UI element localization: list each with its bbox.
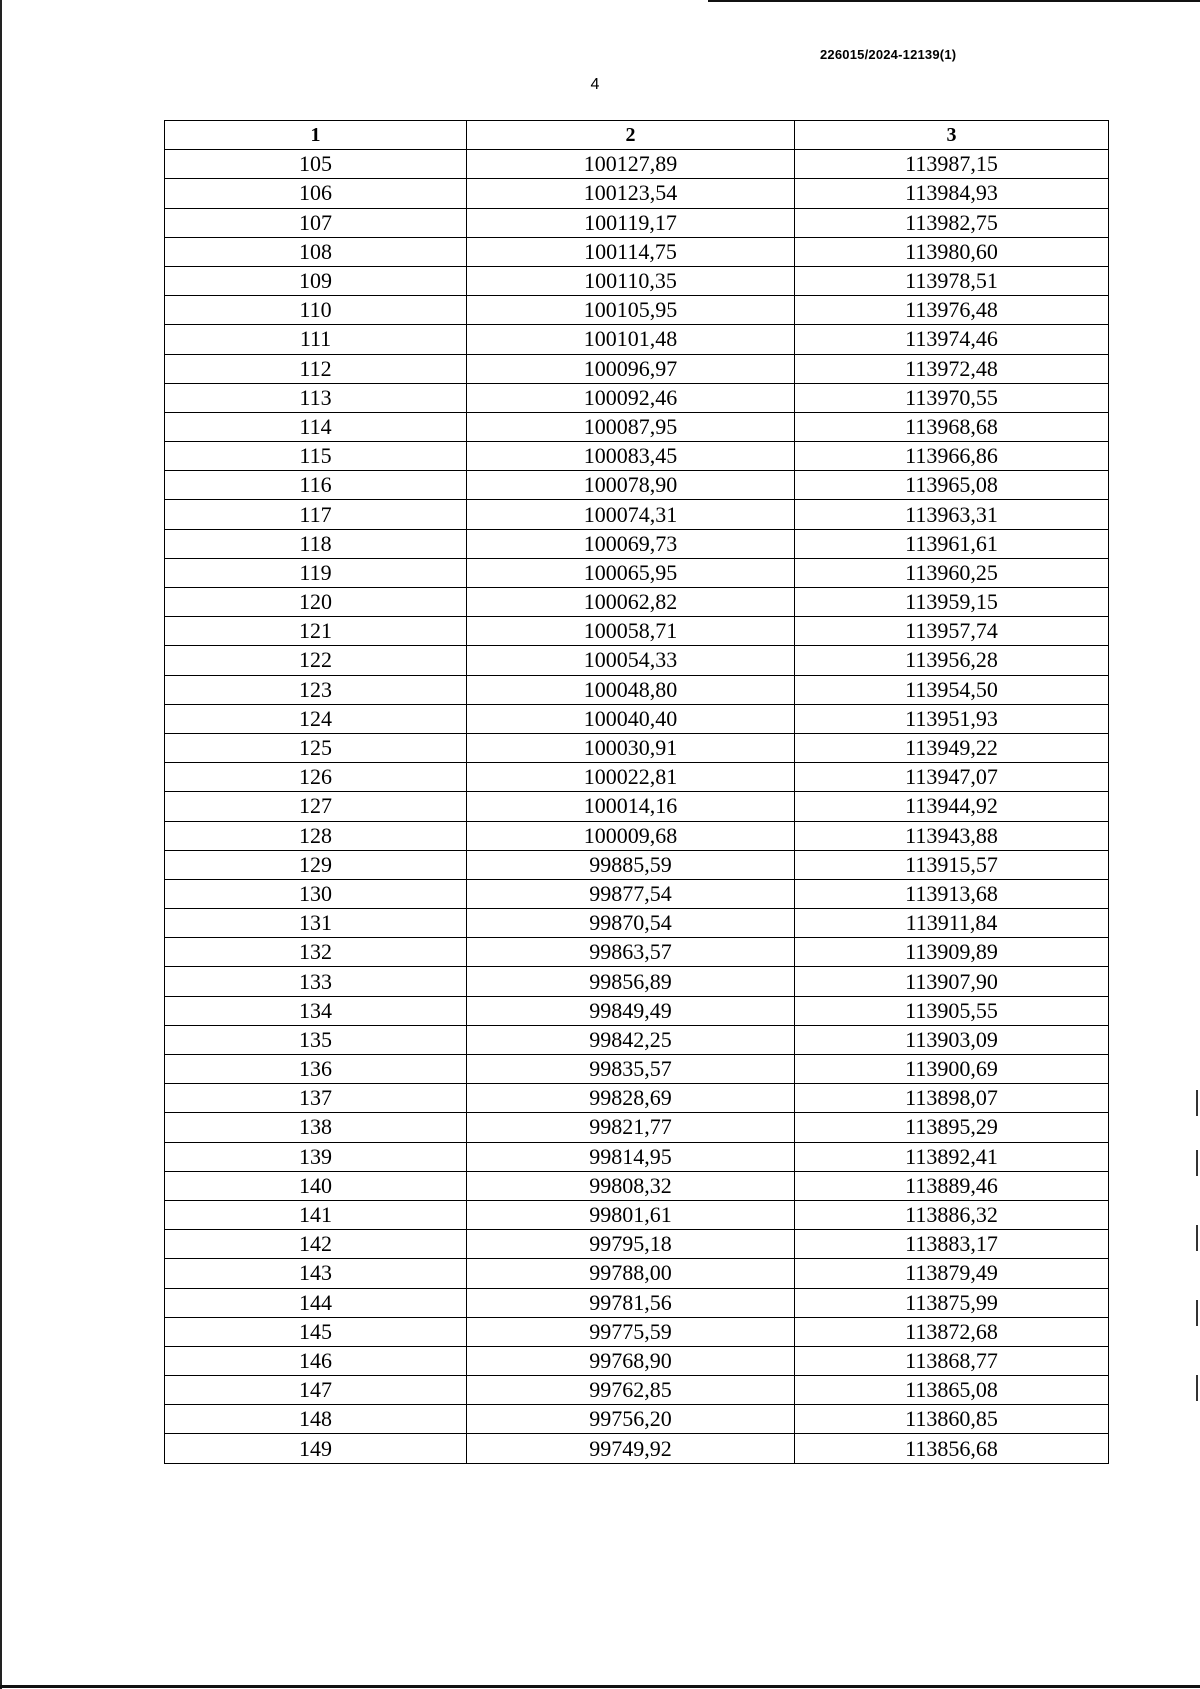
coordinate-x-cell: 100058,71: [467, 617, 795, 646]
coordinate-x-cell: 99775,59: [467, 1317, 795, 1346]
table-row: [165, 821, 1109, 850]
coordinate-y-cell: 113898,07: [795, 1084, 1109, 1113]
table-row: [165, 646, 1109, 675]
coordinate-y-cell: 113889,46: [795, 1171, 1109, 1200]
point-number-cell: 108: [165, 237, 467, 266]
point-number-cell: 115: [165, 442, 467, 471]
point-number-cell: 117: [165, 500, 467, 529]
coordinate-x-cell: 99877,54: [467, 879, 795, 908]
point-number-cell: 136: [165, 1055, 467, 1084]
point-number-cell: 130: [165, 879, 467, 908]
table-row: [165, 1346, 1109, 1375]
table-row: [165, 1084, 1109, 1113]
coordinate-y-cell: 113905,55: [795, 996, 1109, 1025]
point-number-cell: 129: [165, 850, 467, 879]
point-number-cell: 131: [165, 909, 467, 938]
point-number-cell: 109: [165, 266, 467, 295]
scan-edge-mark: [1196, 1225, 1198, 1251]
table-row: [165, 558, 1109, 587]
coordinate-y-cell: 113903,09: [795, 1025, 1109, 1054]
point-number-cell: 147: [165, 1376, 467, 1405]
table-row: [165, 675, 1109, 704]
coordinate-y-cell: 113900,69: [795, 1055, 1109, 1084]
point-number-cell: 105: [165, 150, 467, 179]
column-header: 3: [795, 121, 1109, 150]
coordinate-x-cell: 99801,61: [467, 1200, 795, 1229]
table-body: [165, 150, 1109, 1463]
table-row: [165, 967, 1109, 996]
table-row: [165, 529, 1109, 558]
coordinate-x-cell: 99828,69: [467, 1084, 795, 1113]
coordinate-y-cell: 113879,49: [795, 1259, 1109, 1288]
coordinate-x-cell: 99856,89: [467, 967, 795, 996]
scan-edge-mark: [1196, 1300, 1198, 1326]
table-row: [165, 588, 1109, 617]
table-row: [165, 850, 1109, 879]
coordinate-y-cell: 113959,15: [795, 588, 1109, 617]
coordinate-x-cell: 100040,40: [467, 704, 795, 733]
point-number-cell: 139: [165, 1142, 467, 1171]
point-number-cell: 106: [165, 179, 467, 208]
coordinate-y-cell: 113865,08: [795, 1376, 1109, 1405]
table-row: [165, 1259, 1109, 1288]
coordinate-y-cell: 113972,48: [795, 354, 1109, 383]
coordinate-y-cell: 113947,07: [795, 763, 1109, 792]
coordinate-x-cell: 99842,25: [467, 1025, 795, 1054]
coordinate-y-cell: 113982,75: [795, 208, 1109, 237]
table-row: [165, 325, 1109, 354]
point-number-cell: 112: [165, 354, 467, 383]
table-row: [165, 704, 1109, 733]
coordinate-x-cell: 100096,97: [467, 354, 795, 383]
table-row: [165, 733, 1109, 762]
table-row: [165, 1142, 1109, 1171]
coordinate-x-cell: 100074,31: [467, 500, 795, 529]
point-number-cell: 116: [165, 471, 467, 500]
coordinate-y-cell: 113984,93: [795, 179, 1109, 208]
point-number-cell: 118: [165, 529, 467, 558]
coordinate-x-cell: 99863,57: [467, 938, 795, 967]
table-row: [165, 1171, 1109, 1200]
coordinate-x-cell: 100105,95: [467, 296, 795, 325]
scan-edge-mark: [1196, 1150, 1198, 1176]
point-number-cell: 134: [165, 996, 467, 1025]
table-row: [165, 879, 1109, 908]
coordinate-x-cell: 100114,75: [467, 237, 795, 266]
table-row: [165, 471, 1109, 500]
coordinate-x-cell: 99821,77: [467, 1113, 795, 1142]
scan-edge-mark: [1196, 1375, 1198, 1401]
table-row: [165, 442, 1109, 471]
table-row: [165, 296, 1109, 325]
point-number-cell: 121: [165, 617, 467, 646]
table-row: [165, 763, 1109, 792]
coordinate-y-cell: 113957,74: [795, 617, 1109, 646]
coordinate-y-cell: 113951,93: [795, 704, 1109, 733]
coordinate-x-cell: 100062,82: [467, 588, 795, 617]
point-number-cell: 146: [165, 1346, 467, 1375]
coordinate-y-cell: 113960,25: [795, 558, 1109, 587]
coordinate-y-cell: 113978,51: [795, 266, 1109, 295]
coordinate-x-cell: 100087,95: [467, 412, 795, 441]
coordinate-y-cell: 113970,55: [795, 383, 1109, 412]
table-row: [165, 1200, 1109, 1229]
point-number-cell: 138: [165, 1113, 467, 1142]
coordinate-y-cell: 113968,68: [795, 412, 1109, 441]
coordinate-y-cell: 113944,92: [795, 792, 1109, 821]
coordinate-x-cell: 99814,95: [467, 1142, 795, 1171]
coordinate-x-cell: 100110,35: [467, 266, 795, 295]
coordinate-x-cell: 99749,92: [467, 1434, 795, 1463]
coordinate-y-cell: 113860,85: [795, 1405, 1109, 1434]
coordinate-y-cell: 113965,08: [795, 471, 1109, 500]
coordinate-y-cell: 113956,28: [795, 646, 1109, 675]
point-number-cell: 124: [165, 704, 467, 733]
point-number-cell: 141: [165, 1200, 467, 1229]
table-row: [165, 1055, 1109, 1084]
coordinate-x-cell: 100009,68: [467, 821, 795, 850]
table-row: [165, 150, 1109, 179]
point-number-cell: 113: [165, 383, 467, 412]
coordinate-x-cell: 99849,49: [467, 996, 795, 1025]
table-row: [165, 500, 1109, 529]
table-row: [165, 1434, 1109, 1463]
point-number-cell: 119: [165, 558, 467, 587]
point-number-cell: 132: [165, 938, 467, 967]
coordinate-y-cell: 113907,90: [795, 967, 1109, 996]
coordinate-y-cell: 113976,48: [795, 296, 1109, 325]
column-header: 1: [165, 121, 467, 150]
coordinate-y-cell: 113913,68: [795, 879, 1109, 908]
table-row: [165, 354, 1109, 383]
coordinate-x-cell: 100054,33: [467, 646, 795, 675]
coordinate-x-cell: 99835,57: [467, 1055, 795, 1084]
table-row: [165, 938, 1109, 967]
point-number-cell: 133: [165, 967, 467, 996]
coordinates-table: [164, 120, 1109, 1464]
coordinate-y-cell: 113911,84: [795, 909, 1109, 938]
coordinate-x-cell: 100022,81: [467, 763, 795, 792]
scan-edge-bottom: [0, 1685, 1200, 1688]
coordinate-y-cell: 113961,61: [795, 529, 1109, 558]
coordinate-y-cell: 113872,68: [795, 1317, 1109, 1346]
point-number-cell: 123: [165, 675, 467, 704]
coordinate-x-cell: 99795,18: [467, 1230, 795, 1259]
coordinate-x-cell: 100119,17: [467, 208, 795, 237]
coordinate-y-cell: 113915,57: [795, 850, 1109, 879]
point-number-cell: 114: [165, 412, 467, 441]
coordinate-y-cell: 113949,22: [795, 733, 1109, 762]
scan-edge-mark: [1196, 1090, 1198, 1116]
table-row: [165, 617, 1109, 646]
table-row: [165, 1288, 1109, 1317]
coordinate-y-cell: 113980,60: [795, 237, 1109, 266]
table-row: [165, 1317, 1109, 1346]
scan-edge-top: [708, 0, 1200, 2]
document-number: 226015/2024-12139(1): [820, 47, 957, 62]
point-number-cell: 128: [165, 821, 467, 850]
coordinate-y-cell: 113892,41: [795, 1142, 1109, 1171]
point-number-cell: 140: [165, 1171, 467, 1200]
table-row: [165, 1113, 1109, 1142]
coordinate-x-cell: 100101,48: [467, 325, 795, 354]
coordinate-y-cell: 113954,50: [795, 675, 1109, 704]
coordinate-x-cell: 100078,90: [467, 471, 795, 500]
coordinate-x-cell: 100030,91: [467, 733, 795, 762]
coordinate-x-cell: 100048,80: [467, 675, 795, 704]
point-number-cell: 135: [165, 1025, 467, 1054]
point-number-cell: 142: [165, 1230, 467, 1259]
table-row: [165, 412, 1109, 441]
coordinate-x-cell: 99756,20: [467, 1405, 795, 1434]
coordinate-x-cell: 99885,59: [467, 850, 795, 879]
coordinate-x-cell: 100127,89: [467, 150, 795, 179]
table-row: [165, 179, 1109, 208]
table-row: [165, 909, 1109, 938]
point-number-cell: 145: [165, 1317, 467, 1346]
coordinate-y-cell: 113943,88: [795, 821, 1109, 850]
point-number-cell: 122: [165, 646, 467, 675]
point-number-cell: 137: [165, 1084, 467, 1113]
coordinate-y-cell: 113963,31: [795, 500, 1109, 529]
coordinate-x-cell: 99808,32: [467, 1171, 795, 1200]
point-number-cell: 110: [165, 296, 467, 325]
coordinate-y-cell: 113883,17: [795, 1230, 1109, 1259]
point-number-cell: 143: [165, 1259, 467, 1288]
page-number: 4: [590, 76, 600, 93]
point-number-cell: 107: [165, 208, 467, 237]
column-header: 2: [467, 121, 795, 150]
point-number-cell: 126: [165, 763, 467, 792]
scan-edge-left: [0, 0, 2, 1689]
coordinate-y-cell: 113909,89: [795, 938, 1109, 967]
point-number-cell: 127: [165, 792, 467, 821]
point-number-cell: 144: [165, 1288, 467, 1317]
table-row: [165, 266, 1109, 295]
table-header-row: [165, 121, 1109, 150]
table-row: [165, 383, 1109, 412]
coordinate-y-cell: 113856,68: [795, 1434, 1109, 1463]
coordinate-y-cell: 113974,46: [795, 325, 1109, 354]
coordinate-x-cell: 99768,90: [467, 1346, 795, 1375]
coordinate-x-cell: 99762,85: [467, 1376, 795, 1405]
table-row: [165, 996, 1109, 1025]
coordinate-y-cell: 113868,77: [795, 1346, 1109, 1375]
coordinate-x-cell: 100092,46: [467, 383, 795, 412]
coordinate-y-cell: 113895,29: [795, 1113, 1109, 1142]
table-row: [165, 237, 1109, 266]
table-row: [165, 1376, 1109, 1405]
table-row: [165, 792, 1109, 821]
coordinate-x-cell: 100065,95: [467, 558, 795, 587]
table-row: [165, 1025, 1109, 1054]
table-row: [165, 1405, 1109, 1434]
table-row: [165, 208, 1109, 237]
coordinate-y-cell: 113875,99: [795, 1288, 1109, 1317]
table-row: [165, 1230, 1109, 1259]
point-number-cell: 111: [165, 325, 467, 354]
coordinate-y-cell: 113886,32: [795, 1200, 1109, 1229]
coordinate-x-cell: 100123,54: [467, 179, 795, 208]
point-number-cell: 120: [165, 588, 467, 617]
coordinate-x-cell: 99870,54: [467, 909, 795, 938]
point-number-cell: 149: [165, 1434, 467, 1463]
coordinate-x-cell: 100083,45: [467, 442, 795, 471]
coordinate-y-cell: 113987,15: [795, 150, 1109, 179]
coordinate-x-cell: 99788,00: [467, 1259, 795, 1288]
point-number-cell: 125: [165, 733, 467, 762]
coordinate-x-cell: 99781,56: [467, 1288, 795, 1317]
point-number-cell: 148: [165, 1405, 467, 1434]
coordinate-x-cell: 100014,16: [467, 792, 795, 821]
coordinate-x-cell: 100069,73: [467, 529, 795, 558]
coordinate-y-cell: 113966,86: [795, 442, 1109, 471]
